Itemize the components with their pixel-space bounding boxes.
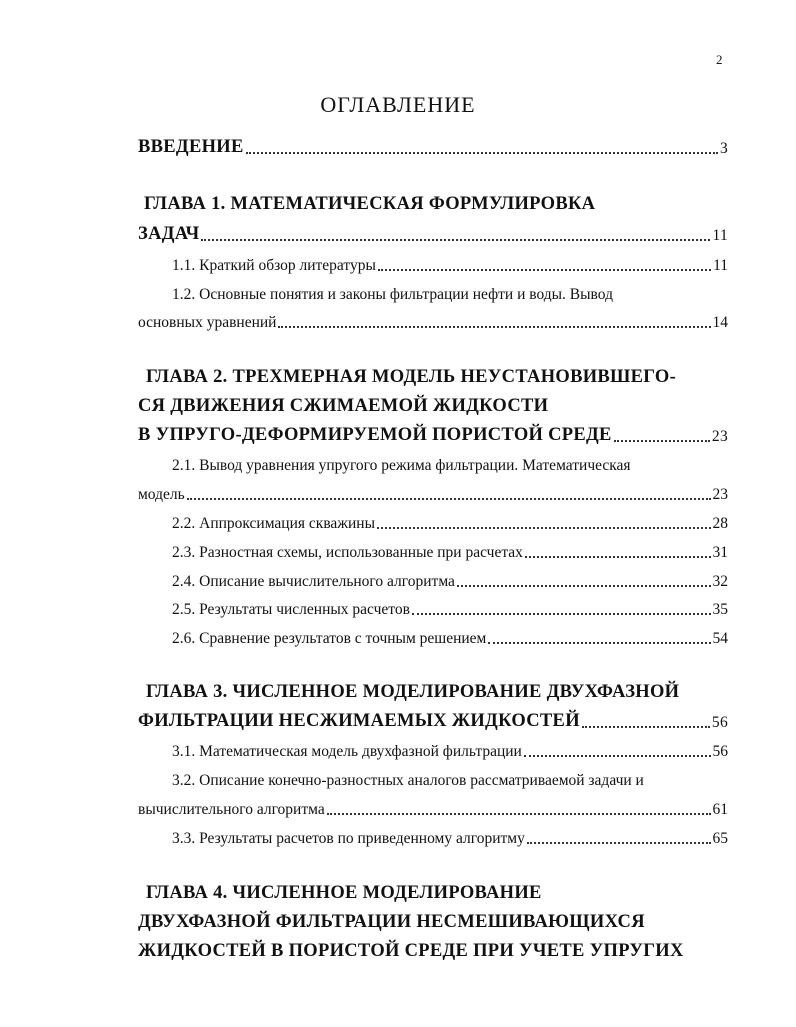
toc-entry-3-3[interactable] bbox=[172, 826, 728, 848]
chapter-heading-line: ЖИДКОСТЕЙ В ПОРИСТОЙ СРЕДЕ ПРИ УЧЕТЕ УПРУГИХ bbox=[138, 941, 684, 961]
toc-page-number: 35 bbox=[712, 601, 728, 618]
toc-entry-label: 3.2. Описание конечно-разностных аналогов рассматриваемой задачи и bbox=[172, 772, 644, 789]
toc-page-number: 56 bbox=[711, 714, 728, 731]
chapter-heading-line: ГЛАВА 3. ЧИСЛЕННОЕ МОДЕЛИРОВАНИЕ ДВУХФАЗНОЙ bbox=[146, 682, 680, 702]
toc-entry-label: модель bbox=[138, 486, 185, 503]
leader-dots bbox=[327, 811, 711, 815]
leader-dots bbox=[412, 611, 711, 615]
toc-entry-label: 2.2. Аппроксимация скважины bbox=[172, 515, 376, 532]
chapter-4-heading-cont bbox=[138, 940, 728, 962]
toc-entry-2-3[interactable] bbox=[172, 540, 728, 562]
chapter-4-heading bbox=[146, 882, 736, 904]
leader-dots bbox=[378, 267, 711, 271]
toc-page-number: 23 bbox=[712, 486, 728, 503]
leader-dots bbox=[488, 640, 710, 644]
toc-entry-label: 2.5. Результаты численных расчетов bbox=[172, 601, 410, 618]
toc-page-number: 23 bbox=[711, 428, 728, 445]
toc-page-number: 54 bbox=[712, 630, 728, 647]
toc-page-number: 28 bbox=[712, 515, 728, 532]
leader-dots bbox=[614, 438, 710, 442]
chapter-4-heading-cont bbox=[138, 911, 728, 933]
chapter-heading-line: ГЛАВА 1. МАТЕМАТИЧЕСКАЯ ФОРМУЛИРОВКА bbox=[144, 194, 596, 214]
chapter-1-heading bbox=[144, 193, 734, 215]
leader-dots bbox=[582, 724, 710, 728]
toc-page-number: 11 bbox=[712, 227, 728, 244]
toc-entry-label: ФИЛЬТРАЦИИ НЕСЖИМАЕМЫХ ЖИДКОСТЕЙ bbox=[138, 711, 580, 731]
toc-entry-chapter-3[interactable] bbox=[138, 710, 728, 732]
toc-entry-1-1[interactable] bbox=[172, 253, 728, 275]
toc-page-number: 65 bbox=[712, 830, 728, 847]
toc-entry-label: 1.1. Краткий обзор литературы bbox=[172, 257, 376, 274]
toc-entry-2-1[interactable] bbox=[172, 453, 728, 475]
toc-page-number: 56 bbox=[712, 743, 728, 760]
leader-dots bbox=[246, 150, 718, 154]
toc-entry-label: 3.3. Результаты расчетов по приведенному алгоритму bbox=[172, 830, 525, 847]
leader-dots bbox=[377, 525, 710, 529]
toc-entry-chapter-1[interactable] bbox=[138, 223, 728, 245]
toc-entry-chapter-2[interactable] bbox=[138, 424, 728, 446]
chapter-2-heading bbox=[146, 366, 736, 388]
toc-entry-label: 2.1. Вывод уравнения упругого режима фильтрации. Математическая bbox=[172, 457, 631, 474]
toc-entry-3-2[interactable] bbox=[172, 768, 728, 790]
leader-dots bbox=[457, 583, 711, 587]
toc-entry-1-2[interactable] bbox=[172, 282, 728, 304]
chapter-heading-line: СЯ ДВИЖЕНИЯ СЖИМАЕМОЙ ЖИДКОСТИ bbox=[138, 396, 549, 416]
chapter-heading-line: ГЛАВА 4. ЧИСЛЕННОЕ МОДЕЛИРОВАНИЕ bbox=[146, 883, 542, 903]
toc-page-number: 31 bbox=[712, 544, 728, 561]
leader-dots bbox=[187, 496, 711, 500]
toc-title: ОГЛАВЛЕНИЕ bbox=[320, 92, 476, 117]
toc-entry-1-2-cont[interactable] bbox=[138, 310, 728, 332]
leader-dots bbox=[524, 753, 711, 757]
toc-entry-3-1[interactable] bbox=[172, 739, 728, 761]
toc-entry-intro[interactable] bbox=[138, 136, 728, 158]
chapter-heading-line: ДВУХФАЗНОЙ ФИЛЬТРАЦИИ НЕСМЕШИВАЮЩИХСЯ bbox=[138, 912, 645, 932]
toc-entry-label: 3.1. Математическая модель двухфазной фильтрации bbox=[172, 743, 522, 760]
chapter-3-heading bbox=[146, 681, 736, 703]
toc-entry-label: ЗАДАЧ bbox=[138, 224, 200, 244]
toc-entry-label: 2.3. Разностная схемы, использованные при расчетах bbox=[172, 544, 523, 561]
toc-page-number: 3 bbox=[719, 140, 728, 157]
toc-entry-label: ВВЕДЕНИЕ bbox=[138, 137, 244, 157]
leader-dots bbox=[527, 840, 711, 844]
chapter-heading-line: ГЛАВА 2. ТРЕХМЕРНАЯ МОДЕЛЬ НЕУСТАНОВИВШЕГО- bbox=[146, 367, 677, 387]
toc-entry-label: В УПРУГО-ДЕФОРМИРУЕМОЙ ПОРИСТОЙ СРЕДЕ bbox=[138, 425, 612, 445]
toc-entry-2-6[interactable] bbox=[172, 626, 728, 648]
toc-page-number: 61 bbox=[712, 801, 728, 818]
toc-entry-label: основных уравнений bbox=[138, 314, 277, 331]
toc-entry-2-1-cont[interactable] bbox=[138, 482, 728, 504]
toc-entry-label: вычислительного алгоритма bbox=[138, 801, 325, 818]
toc-entry-2-5[interactable] bbox=[172, 597, 728, 619]
page-number: 2 bbox=[716, 52, 723, 67]
leader-dots bbox=[525, 554, 711, 558]
toc-page-number: 32 bbox=[712, 573, 728, 590]
leader-dots bbox=[201, 237, 710, 241]
toc-entry-label: 2.4. Описание вычислительного алгоритма bbox=[172, 573, 455, 590]
toc-entry-label: 2.6. Сравнение результатов с точным решением bbox=[172, 630, 487, 647]
toc-entry-label: 1.2. Основные понятия и законы фильтрации нефти и воды. Вывод bbox=[172, 286, 613, 303]
toc-entry-2-2[interactable] bbox=[172, 511, 728, 533]
chapter-2-heading-cont bbox=[138, 395, 728, 417]
toc-entry-3-2-cont[interactable] bbox=[138, 797, 728, 819]
toc-entry-2-4[interactable] bbox=[172, 569, 728, 591]
toc-page-number: 11 bbox=[713, 257, 728, 274]
toc-page-number: 14 bbox=[712, 314, 728, 331]
leader-dots bbox=[278, 324, 710, 328]
